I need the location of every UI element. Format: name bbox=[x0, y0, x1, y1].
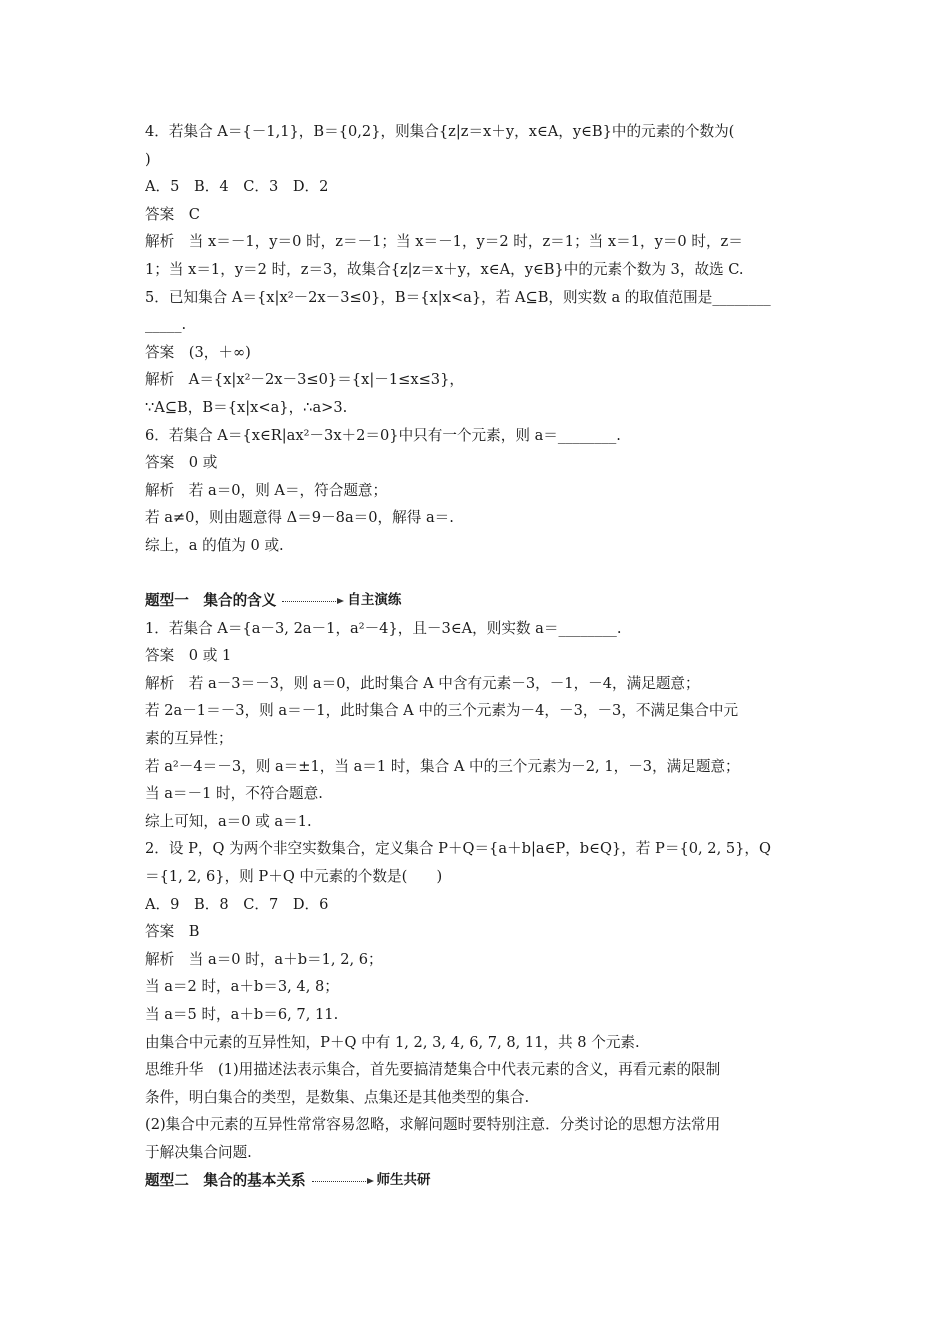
text-line: 综上可知，a＝0 或 a＝1. bbox=[145, 812, 312, 830]
text-line: 于解决集合问题. bbox=[145, 1143, 252, 1161]
text-line: 当 a＝5 时，a＋b＝6, 7, 11. bbox=[145, 1006, 339, 1023]
text-line: ＝{1, 2, 6}，则 P＋Q 中元素的个数是( ) bbox=[145, 868, 443, 886]
text-line: 解析 A＝{x|x²－2x－3≤0}＝{x|－1≤x≤3}， bbox=[145, 371, 464, 389]
text-line: 若 a≠0，则由题意得 Δ＝9－8a＝0，解得 a＝. bbox=[145, 509, 454, 527]
text-line: 答案 0 或 1 bbox=[145, 647, 232, 665]
section-heading-2 bbox=[145, 1167, 810, 1195]
text-line: 答案 C bbox=[145, 205, 200, 223]
text-line: 4．若集合 A＝{－1,1}，B＝{0,2}，则集合{z|z＝x＋y，x∈A，y∈B}中的元素的个数为( bbox=[145, 123, 735, 140]
text-line: A．5 B．4 C．3 D．2 bbox=[145, 178, 329, 196]
text-line: A．9 B．8 C．7 D．6 bbox=[145, 895, 329, 913]
text-line: 若 2a－1＝－3，则 a＝－1，此时集合 A 中的三个元素为－4，－3，－3，不满足集合中元 bbox=[145, 702, 739, 720]
text-line: 由集合中元素的互异性知，P＋Q 中有 1, 2, 3, 4, 6, 7, 8, 11，共 8 个元素. bbox=[145, 1033, 640, 1051]
text-line: 6．若集合 A＝{x∈R|ax²－3x＋2＝0}中只有一个元素，则 a＝________. bbox=[145, 426, 621, 444]
text-line: ∵A⊆B，B＝{x|x<a}，∴a>3. bbox=[145, 398, 348, 416]
text-line: 1；当 x＝1，y＝2 时，z＝3，故集合{z|z＝x＋y，x∈A，y∈B}中的元素个数为 3，故选 C. bbox=[145, 260, 744, 278]
section-title: 题型二 集合的基本关系 bbox=[145, 1171, 306, 1189]
document-page bbox=[145, 118, 810, 1194]
text-line: 2．设 P，Q 为两个非空实数集合，定义集合 P＋Q＝{a＋b|a∈P，b∈Q}，若 P＝{0, 2, 5}，Q bbox=[145, 840, 771, 858]
text-line: 答案 B bbox=[145, 923, 200, 941]
section-tag: 师生共研 bbox=[376, 1171, 431, 1188]
text-line: 思维升华 (1)用描述法表示集合，首先要搞清楚集合中代表元素的含义，再看元素的限制 bbox=[145, 1061, 721, 1079]
text-line: ) bbox=[145, 150, 151, 168]
text-line: 综上，a 的值为 0 或. bbox=[145, 536, 284, 554]
section-title: 题型一 集合的含义 bbox=[145, 592, 277, 610]
text-line: 解析 若 a－3＝－3，则 a＝0，此时集合 A 中含有元素－3，－1，－4，满足题意； bbox=[145, 674, 700, 692]
section-heading-1 bbox=[145, 587, 810, 615]
section-gap bbox=[145, 560, 810, 588]
section-tag: 自主演练 bbox=[347, 592, 402, 609]
text-line: 解析 当 x＝－1，y＝0 时，z＝－1；当 x＝－1，y＝2 时，z＝1；当 x＝1，y＝0 时，z＝ bbox=[145, 233, 743, 251]
text-line: 当 a＝－1 时，不符合题意. bbox=[145, 785, 323, 803]
text-line: (2)集合中元素的互异性常常容易忽略，求解问题时要特别注意．分类讨论的思想方法常用 bbox=[145, 1116, 721, 1134]
text-line: 5．已知集合 A＝{x|x²－2x－3≤0}，B＝{x|x<a}，若 A⊆B，则实数 a 的取值范围是________ bbox=[145, 288, 771, 306]
text-line: 解析 当 a＝0 时，a＋b＝1, 2, 6； bbox=[145, 950, 383, 968]
dotted-arrow-icon bbox=[312, 1177, 374, 1185]
text-line: 1．若集合 A＝{a－3, 2a－1，a²－4}，且－3∈A，则实数 a＝________. bbox=[145, 619, 622, 637]
text-line: 当 a＝2 时，a＋b＝3, 4, 8； bbox=[145, 978, 339, 996]
text-line: 若 a²－4＝－3，则 a＝±1，当 a＝1 时，集合 A 中的三个元素为－2, 1，－3，满足题意； bbox=[145, 757, 740, 775]
text-line: 解析 若 a＝0，则 A＝，符合题意； bbox=[145, 481, 388, 499]
text-line: 答案 0 或 bbox=[145, 454, 218, 472]
text-line: 条件，明白集合的类型，是数集、点集还是其他类型的集合. bbox=[145, 1088, 530, 1106]
text-line: 答案 (3，＋∞) bbox=[145, 343, 251, 361]
dotted-arrow-icon bbox=[282, 597, 344, 605]
text-line: 素的互异性； bbox=[145, 730, 233, 748]
text-line: _____. bbox=[145, 316, 187, 334]
